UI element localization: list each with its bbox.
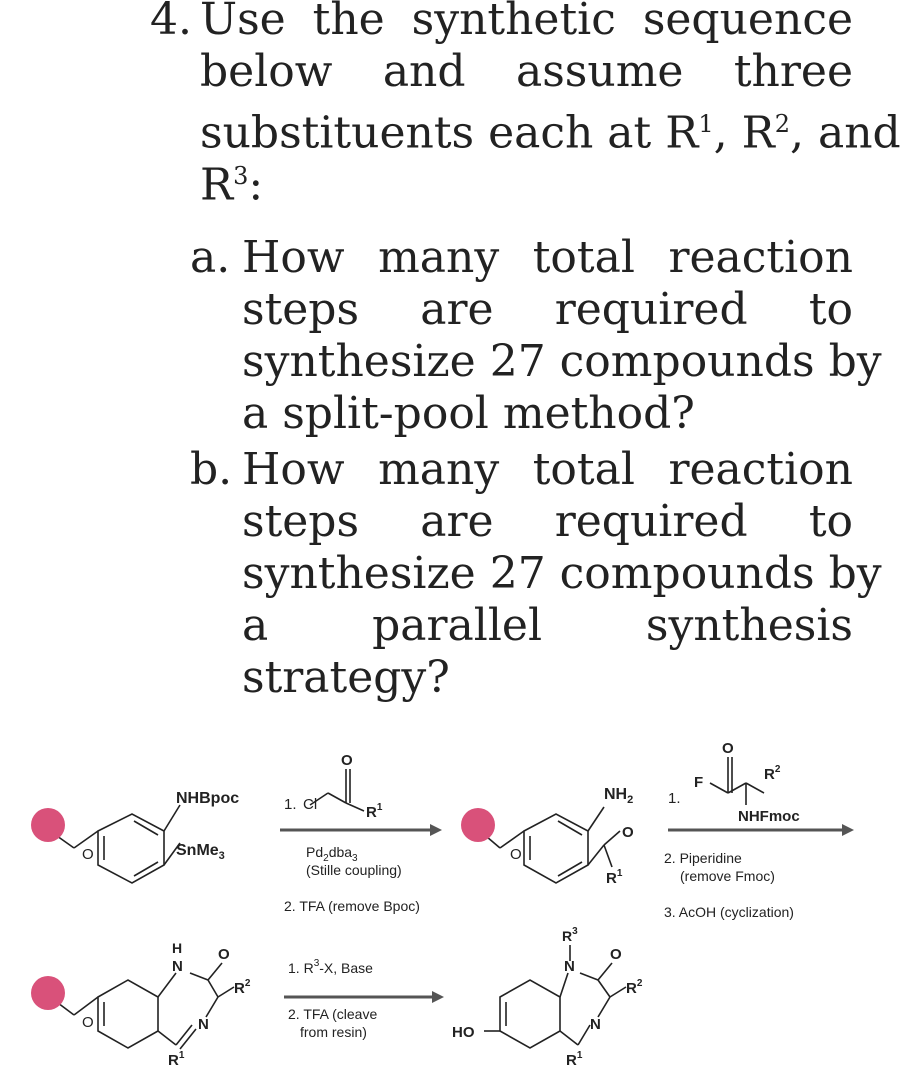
stem-text: substituents each at R [200,107,699,159]
bond [604,831,620,845]
bond [598,980,610,997]
question-number: 4. [150,0,192,45]
benzene-ring [500,980,560,1048]
word: below [200,46,333,97]
resin-bead-icon [31,976,65,1010]
nh2-label [604,786,633,806]
cl-label: Cl [303,796,318,813]
f-label: F [694,774,704,791]
word: to [808,284,853,335]
benzene-ring [524,814,588,883]
r2-label [234,978,251,997]
stem-line-2 [200,46,853,98]
bond [158,973,176,997]
r1-label [566,1050,583,1067]
o-label: O [510,846,522,863]
word: How [242,444,345,495]
word: assume [515,46,684,97]
r3x-base-label [288,958,373,976]
bond [206,997,218,1017]
word: synthetic [411,0,616,45]
bond [176,1025,192,1045]
word: the [312,0,385,45]
word: are [420,284,494,335]
r-text: R [366,804,377,821]
from-resin-label: from resin) [300,1024,367,1040]
word: required [554,284,748,335]
r-text: R [566,1052,577,1067]
part-a-line-4: a split-pool method? [242,388,695,439]
o-label: O [722,740,734,757]
r-text: R [168,1052,179,1067]
superscript: 1 [616,868,623,879]
bond [560,1031,578,1045]
r-text: R [562,928,573,944]
bond [208,980,218,997]
bond [74,997,98,1015]
superscript: 3 [572,926,578,937]
n-label: N [172,958,183,975]
word: are [420,496,494,547]
bond [604,845,612,867]
bond [558,862,582,876]
bond [208,963,222,980]
word: three [733,46,853,97]
bond [588,807,604,831]
word: to [808,496,853,547]
benzene-ring [98,814,164,883]
pd-catalyst-label [306,844,358,864]
n-label: N [564,958,575,975]
word: and [382,46,466,97]
stem-text: , and [790,107,901,159]
bond [558,821,582,835]
o-label: O [218,946,230,963]
subscript: 2 [323,853,329,864]
word: required [554,496,748,547]
resin-bead-icon [31,808,65,842]
part-b-line-3: synthesize 27 compounds by [242,548,882,599]
bond [346,803,364,811]
word: sequence [642,0,853,45]
bond [164,805,180,831]
remove-fmoc-label: (remove Fmoc) [680,868,775,884]
stem-line-1 [200,0,853,46]
reagent-text: -X, Base [319,960,373,976]
step-number: 1. [284,796,297,813]
word: many [378,232,500,283]
o-label: O [82,846,94,863]
part-b-line-4 [242,600,853,652]
part-a-label: a. [190,232,231,283]
r2-label [626,978,643,997]
snme3-label [176,842,225,862]
superscript: 3 [313,958,320,969]
step-number: 1. [668,790,681,807]
superscript: 1 [178,1050,185,1061]
superscript: 2 [774,110,791,138]
r2-label [764,764,781,783]
stem-text: , R [713,107,775,159]
word: a [242,600,269,651]
snme-text: SnMe [176,842,219,859]
n-label: N [198,1016,209,1033]
word: steps [242,496,360,547]
tfa-bpoc-label: 2. TFA (remove Bpoc) [284,898,420,914]
bond [710,783,728,793]
benzene-ring [98,980,158,1048]
bond [728,783,746,793]
r1-label [606,868,623,887]
stem-line-3 [200,98,901,160]
o-label: O [341,752,353,769]
o-label: O [610,946,622,963]
arrow-head-icon [842,824,854,836]
part-b-label: b. [190,444,233,495]
r1-label [366,802,383,821]
h-label: H [172,940,183,956]
pd-text: Pd [306,844,324,860]
bond [158,1031,176,1045]
word: parallel [372,600,543,651]
r-text: R [234,980,245,997]
bond [180,1029,196,1049]
r3-label [562,926,578,944]
subscript: 2 [627,794,634,806]
r-text: R [764,766,775,783]
bond [218,987,234,997]
nhbpoc-label: NHBpoc [176,790,240,807]
part-a-line-1 [242,232,853,284]
word: total [532,444,635,495]
bond [580,973,598,980]
bond [588,845,604,865]
bond [598,997,610,1017]
arrow-head-icon [430,824,442,836]
word: Use [200,0,286,45]
part-a-line-2 [242,284,853,336]
stem-line-4 [200,150,263,212]
word: synthesis [645,600,853,651]
bond [578,1025,590,1045]
stem-text: R [200,159,234,211]
part-b-line-5: strategy? [242,652,450,703]
word: reaction [668,444,853,495]
o-label: O [82,1014,94,1031]
word: How [242,232,345,283]
ho-label: HO [452,1024,475,1041]
stille-label: (Stille coupling) [306,862,402,878]
superscript: 2 [636,978,643,989]
n-label: N [590,1016,601,1033]
superscript: 2 [774,764,781,775]
dba-text: dba [328,844,353,860]
acoh-label: 3. AcOH (cyclization) [664,904,794,920]
bond [134,821,158,835]
r-text: R [606,870,617,887]
o-label: O [622,824,634,841]
resin-bead-icon [461,808,495,842]
part-a-line-3: synthesize 27 compounds by [242,336,882,387]
word: total [532,232,635,283]
tfa-cleave-label: 2. TFA (cleave [288,1006,378,1022]
superscript: 1 [576,1050,583,1061]
part-b-line-2 [242,496,853,548]
piperidine-label: 2. Piperidine [664,850,742,866]
bond [328,793,346,803]
nh-text: NH [604,786,628,803]
subscript: 3 [352,853,358,864]
superscript: 2 [244,978,251,989]
superscript: 3 [233,162,249,190]
bond [190,973,208,980]
subscript: 3 [218,850,225,862]
stem-text: : [248,159,264,211]
bond [134,862,158,876]
step-text: 1. R [288,960,314,976]
bond [746,783,764,793]
arrow-head-icon [432,991,444,1003]
r-text: R [626,980,637,997]
bond [610,987,626,997]
word: reaction [668,232,853,283]
part-b-line-1 [242,444,853,496]
bond [598,963,612,980]
r1-label [168,1050,185,1067]
word: steps [242,284,360,335]
bond [560,973,568,997]
reaction-scheme [0,735,873,1067]
superscript: 1 [698,110,714,138]
word: many [378,444,500,495]
superscript: 1 [376,802,383,813]
nhfmoc-label: NHFmoc [738,808,800,825]
